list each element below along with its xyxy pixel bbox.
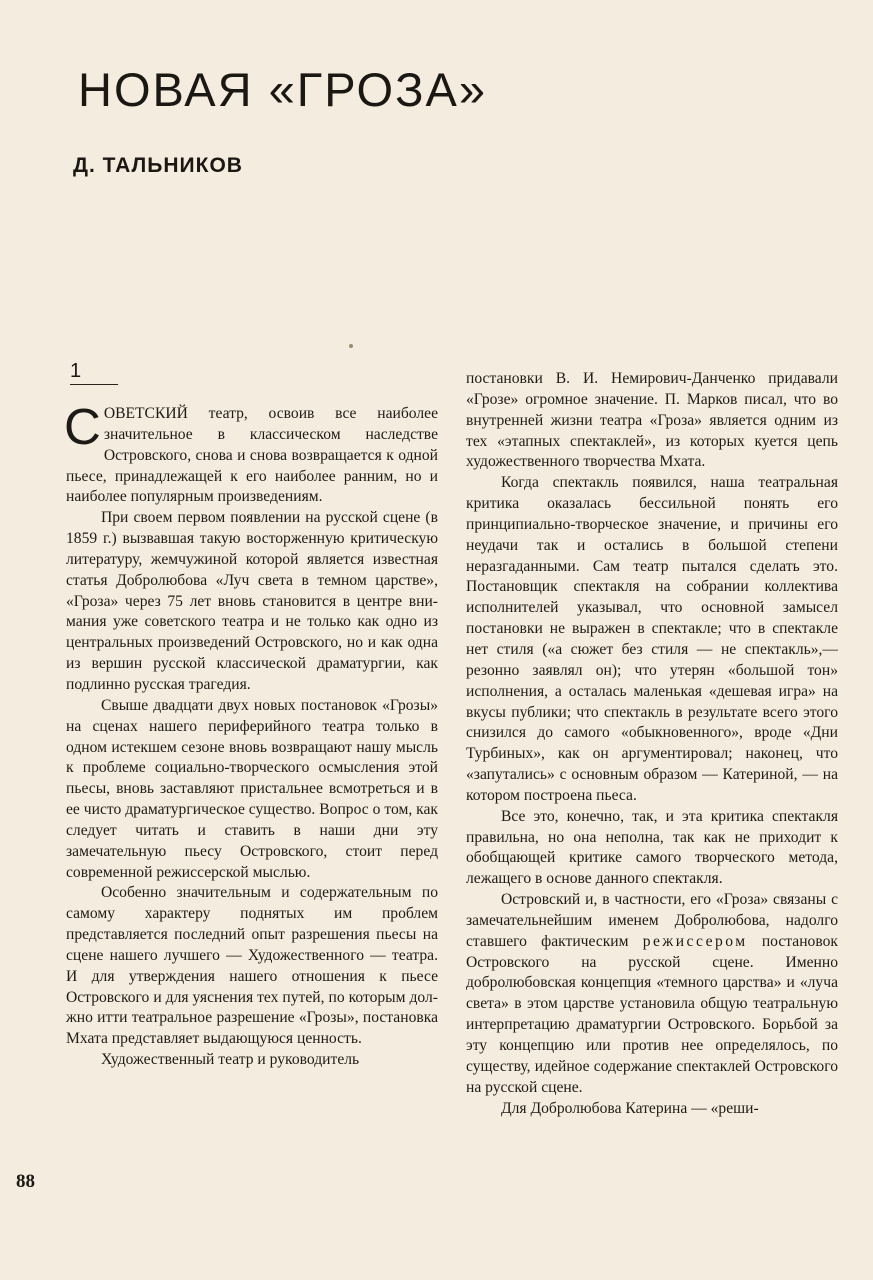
spaced-word: режиссером [642,932,748,950]
paragraph: Особенно значительным и содержательным по самому характеру поднятых им проблем представляется последний опыт разрешения пьесы на сцене нашего лучшего — Художественного — театра. И для утверждения нашего отношения к пьесе Островского и для уяснения тех путей, по которым должно итти театральное разрешение «Грозы», постановка Мхата представляет выдающуюся ценность. [66,884,438,1048]
drop-cap: С [64,398,101,455]
page-number: 88 [16,1171,35,1192]
paragraph: При своем первом появлении на русской сцене (в 1859 г.) вызвавшая такую восторженную критическую литературу, жемчужиной которой является известная статья Добролюбова «Луч света в темном царстве», «Гроза» через 75 лет вновь становится в центре внимания уже советского театра и не только как одно из центральных произведений Островского, но и как одна из вершин русской классической драматургии, как подлинно русская трагедия. [66,509,438,693]
paragraph: Художественный театр и руководитель [101,1051,360,1069]
paragraph: Когда спектакль появился, наша театральная критика оказалась бессильной понять его принципиально-творческое значение, и причины его неудачи так и остались в большой степени неразгаданными. Сам театр пытался сделать это. Постановщик спектакля на собрании коллектива исполнителей указывал, что основной замысел постановки не выражен в спектакле; что в спектакле нет стиля («а сюжет без стиля — не спектакль»,— резонно заявлял он); что утерян «большой тон» исполнения, а осталась маленькая «дешевая игра» на вкусы публики; что спектакль в результате всего этого снизился до самого «обыкновенного», вроде «Дни Турбиных», как он аргументировал; наконец, что «запутались» с основным образом — Катериной, — на котором построена пьеса. [466,474,838,804]
paragraph [466,890,838,1098]
paragraph: постановки В. И. Немирович-Данченко придавали «Грозе» огромное значение. П. Марков писал, что во внутренней жизни театра «Гроза» является одним из тех «этапных спектаклей», из которых куется цепь художественного творчества Мхата. [466,370,838,471]
paragraph: Все это, конечно, так, и эта критика спектакля правильна, но она неполна, так как не приходит к обобщающей критике самого творческого метода, лежащего в основе данного спектакля. [466,807,838,888]
paragraph-text: Островский и, в частности, его «Гроза» связаны с замечательнейшим именем Добролюбова, надолго ставшего фактическим [466,891,838,950]
paragraph: Для Добролюбова Катерина — «реши- [501,1099,759,1117]
paragraph-text: постановок Островского на русской сцене. Именно добролюбовская концепция «темного царства» и «луча света» в этом царстве установила общую театральную интерпретацию драматургии Островского. Борьбой за эту концепцию или против нее определялось, по существу, идейное содержание спектаклей Островского на русской сцене. [466,932,838,1096]
paper-speck [349,344,353,348]
section-rule [70,384,118,385]
article-title: НОВАЯ «ГРОЗА» [78,63,487,116]
left-column [64,398,438,1071]
right-column [466,369,838,1119]
paragraph-text: ОВЕТСКИЙ театр, освоив все наиболее значительное в классическом наследстве Островского, снова и снова возвращается к одной пьесе, принадлежащей к его наиболее ранним, но и наиболее популярным произведениям. [66,405,438,506]
paragraph: Свыше двадцати двух новых постановок «Грозы» на сценах нашего периферийного театра только в одном истекшем сезоне вновь возвращают нашу мысль к проблеме социально-творческого осмысления этой пьесы, вновь заставляют пристальнее всмотреться и в ее чисто драматургическое существо. Вопрос о том, как следует читать и ставить в наши дни эту замечательную пьесу Островского, стоит перед современной режиссерской мыслью. [66,696,438,881]
section-number: 1 [70,360,82,382]
paragraph [64,398,438,508]
author-name: Д. ТАЛЬНИКОВ [73,154,243,177]
